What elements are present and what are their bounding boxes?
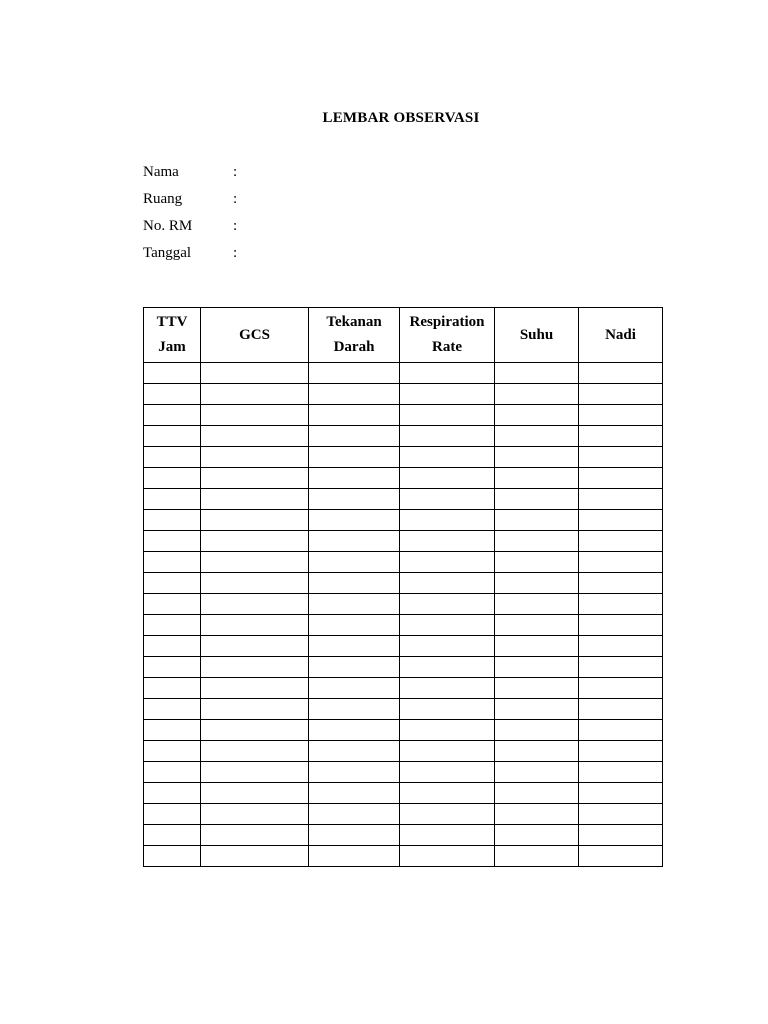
table-cell	[144, 363, 201, 384]
table-cell	[201, 363, 309, 384]
table-cell	[201, 636, 309, 657]
table-cell	[201, 720, 309, 741]
table-cell	[201, 468, 309, 489]
table-cell	[495, 804, 579, 825]
field-colon: :	[233, 191, 238, 207]
table-cell	[144, 384, 201, 405]
table-cell	[144, 552, 201, 573]
table-cell	[400, 825, 495, 846]
field-colon: :	[233, 218, 238, 234]
field-label: Tanggal	[143, 245, 192, 261]
field-colon: :	[233, 164, 238, 180]
table-cell	[144, 510, 201, 531]
table-cell	[495, 636, 579, 657]
header-line: Darah	[333, 339, 375, 355]
table-cell	[400, 363, 495, 384]
table-cell	[495, 594, 579, 615]
observation-table	[143, 307, 663, 867]
table-cell	[400, 636, 495, 657]
table-cell	[309, 510, 400, 531]
table-cell	[309, 363, 400, 384]
table-row	[144, 405, 663, 426]
table-cell	[201, 846, 309, 867]
table-header-row	[144, 308, 663, 363]
table-cell	[579, 804, 663, 825]
table-cell	[309, 573, 400, 594]
table-cell	[144, 531, 201, 552]
table-cell	[495, 720, 579, 741]
table-cell	[579, 384, 663, 405]
field-label: Nama	[143, 164, 179, 180]
header-tekanan-darah	[309, 308, 400, 363]
table-cell	[579, 405, 663, 426]
table-cell	[579, 468, 663, 489]
table-cell	[144, 762, 201, 783]
table-row	[144, 510, 663, 531]
table-cell	[495, 678, 579, 699]
table-cell	[495, 531, 579, 552]
table-cell	[495, 615, 579, 636]
table-cell	[579, 636, 663, 657]
table-cell	[144, 468, 201, 489]
table-cell	[579, 720, 663, 741]
table-cell	[579, 678, 663, 699]
table-cell	[495, 699, 579, 720]
table-cell	[201, 573, 309, 594]
table-cell	[400, 405, 495, 426]
table-row	[144, 741, 663, 762]
table-cell	[579, 489, 663, 510]
header-line: Jam	[158, 339, 186, 355]
table-cell	[400, 426, 495, 447]
header-gcs	[201, 308, 309, 363]
table-row	[144, 762, 663, 783]
table-row	[144, 846, 663, 867]
table-cell	[201, 594, 309, 615]
table-cell	[579, 363, 663, 384]
table-cell	[579, 846, 663, 867]
table-row	[144, 531, 663, 552]
table-cell	[144, 678, 201, 699]
table-row	[144, 447, 663, 468]
table-cell	[309, 762, 400, 783]
table-cell	[495, 468, 579, 489]
table-cell	[579, 825, 663, 846]
header-line: Tekanan	[326, 314, 382, 330]
table-row	[144, 615, 663, 636]
table-cell	[309, 615, 400, 636]
field-label: Ruang	[143, 191, 183, 207]
table-cell	[201, 678, 309, 699]
field-colon: :	[233, 245, 238, 261]
table-cell	[144, 699, 201, 720]
table-cell	[201, 510, 309, 531]
header-line: Nadi	[605, 326, 636, 343]
table-cell	[201, 552, 309, 573]
table-row	[144, 552, 663, 573]
table-cell	[579, 594, 663, 615]
table-cell	[144, 657, 201, 678]
table-cell	[495, 573, 579, 594]
table-cell	[579, 531, 663, 552]
table-cell	[309, 552, 400, 573]
table-cell	[495, 447, 579, 468]
table-row	[144, 594, 663, 615]
table-cell	[400, 741, 495, 762]
table-cell	[201, 699, 309, 720]
table-cell	[400, 384, 495, 405]
table-cell	[144, 426, 201, 447]
table-cell	[144, 804, 201, 825]
table-cell	[144, 573, 201, 594]
table-cell	[400, 489, 495, 510]
header-line: Respiration	[409, 314, 485, 330]
table-cell	[201, 615, 309, 636]
table-row	[144, 783, 663, 804]
table-cell	[144, 846, 201, 867]
table-cell	[309, 426, 400, 447]
table-cell	[201, 426, 309, 447]
table-cell	[144, 405, 201, 426]
table-cell	[579, 573, 663, 594]
table-row	[144, 720, 663, 741]
table-cell	[495, 405, 579, 426]
table-cell	[579, 510, 663, 531]
table-cell	[309, 720, 400, 741]
table-cell	[201, 531, 309, 552]
table-row	[144, 699, 663, 720]
table-cell	[309, 594, 400, 615]
field-nama	[143, 162, 243, 189]
table-cell	[400, 615, 495, 636]
header-nadi	[579, 308, 663, 363]
header-line: GCS	[239, 326, 270, 343]
table-cell	[400, 573, 495, 594]
table-cell	[201, 762, 309, 783]
table-row	[144, 804, 663, 825]
table-cell	[400, 552, 495, 573]
table-cell	[201, 447, 309, 468]
table-row	[144, 426, 663, 447]
table-cell	[309, 384, 400, 405]
field-no-rm	[143, 216, 243, 243]
table-row	[144, 489, 663, 510]
table-cell	[579, 741, 663, 762]
table-cell	[400, 804, 495, 825]
table-cell	[495, 783, 579, 804]
table-cell	[201, 384, 309, 405]
table-cell	[579, 552, 663, 573]
field-ruang	[143, 189, 243, 216]
table-cell	[309, 657, 400, 678]
table-row	[144, 678, 663, 699]
table-cell	[579, 615, 663, 636]
table-cell	[201, 741, 309, 762]
table-row	[144, 825, 663, 846]
table-cell	[144, 636, 201, 657]
table-row	[144, 363, 663, 384]
table-cell	[309, 468, 400, 489]
table-cell	[579, 699, 663, 720]
header-line: Suhu	[519, 326, 554, 343]
table-cell	[144, 741, 201, 762]
field-label: No. RM	[143, 218, 193, 234]
table-cell	[144, 489, 201, 510]
header-suhu	[495, 308, 579, 363]
table-cell	[579, 783, 663, 804]
table-cell	[309, 741, 400, 762]
table-body	[144, 363, 663, 867]
table-row	[144, 573, 663, 594]
table-cell	[309, 489, 400, 510]
table-cell	[400, 720, 495, 741]
table-row	[144, 657, 663, 678]
table-cell	[400, 657, 495, 678]
patient-info-fields	[143, 162, 243, 270]
table-cell	[495, 657, 579, 678]
table-cell	[400, 510, 495, 531]
header-respiration-rate	[400, 308, 495, 363]
table-cell	[400, 783, 495, 804]
table-cell	[309, 825, 400, 846]
table-cell	[309, 678, 400, 699]
table-cell	[201, 804, 309, 825]
table-cell	[495, 552, 579, 573]
table-cell	[495, 510, 579, 531]
header-line: Rate	[432, 339, 462, 355]
table-cell	[309, 531, 400, 552]
table-cell	[579, 426, 663, 447]
table-cell	[400, 531, 495, 552]
table-cell	[400, 468, 495, 489]
table-cell	[309, 405, 400, 426]
table-cell	[201, 489, 309, 510]
header-line: TTV	[156, 314, 188, 330]
table-row	[144, 384, 663, 405]
page-title: LEMBAR OBSERVASI	[322, 110, 480, 126]
table-cell	[144, 594, 201, 615]
table-cell	[309, 636, 400, 657]
table-cell	[309, 699, 400, 720]
field-tanggal	[143, 243, 243, 270]
table-cell	[144, 825, 201, 846]
table-cell	[144, 720, 201, 741]
table-cell	[400, 846, 495, 867]
table-cell	[400, 762, 495, 783]
table-cell	[144, 447, 201, 468]
table-cell	[579, 447, 663, 468]
table-cell	[579, 762, 663, 783]
table-cell	[144, 783, 201, 804]
table-cell	[400, 699, 495, 720]
table-cell	[495, 846, 579, 867]
table-cell	[400, 594, 495, 615]
table-cell	[309, 804, 400, 825]
table-row	[144, 636, 663, 657]
table-cell	[309, 783, 400, 804]
table-cell	[201, 405, 309, 426]
table-cell	[495, 426, 579, 447]
table-cell	[495, 741, 579, 762]
table-cell	[201, 657, 309, 678]
table-cell	[495, 825, 579, 846]
table-cell	[495, 384, 579, 405]
table-cell	[400, 678, 495, 699]
table-cell	[201, 825, 309, 846]
table-cell	[309, 846, 400, 867]
table-cell	[579, 657, 663, 678]
table-cell	[201, 783, 309, 804]
table-cell	[495, 363, 579, 384]
table-cell	[400, 447, 495, 468]
table-cell	[309, 447, 400, 468]
table-cell	[144, 615, 201, 636]
table-cell	[495, 762, 579, 783]
table-cell	[495, 489, 579, 510]
table-row	[144, 468, 663, 489]
header-ttv-jam	[144, 308, 201, 363]
